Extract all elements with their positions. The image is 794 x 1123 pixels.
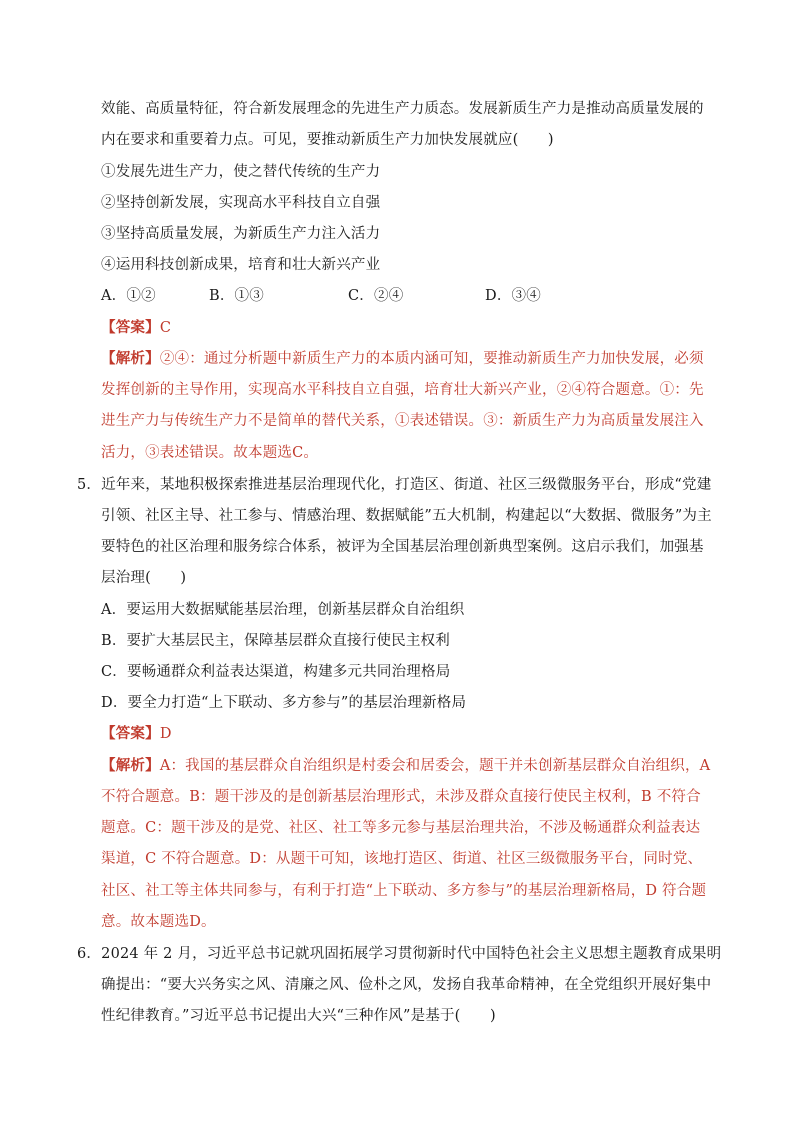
q6-stem-line-2: 确提出：“要大兴务实之风、清廉之风、俭朴之风，发扬自我革命精神，在全党组织开展好集中: [101, 977, 712, 993]
q4-option-b: B．①③: [209, 288, 264, 304]
q5-stem-text: 近年来，某地积极探索推进基层治理现代化，打造区、街道、社区三级微服务平台，形成“党建: [101, 477, 712, 493]
answer-tag: 【答案】: [101, 725, 160, 742]
q4-analysis-line-4: 活力，③表述错误。故本题选C。: [101, 445, 319, 461]
q5-analysis-line-4: 渠道，C 不符合题意。D：从题干可知，该地打造区、街道、社区三级微服务平台，同时党、: [101, 851, 703, 867]
analysis-tag: 【解析】: [101, 757, 160, 774]
q5-analysis-line-2: 不符合题意。B：题干涉及的是创新基层治理形式，未涉及群众直接行使民主权利，B 不符合: [101, 789, 701, 805]
q4-analysis-line-1: [101, 349, 704, 369]
answer-value: C: [159, 320, 172, 336]
q5-option-c: C．要畅通群众利益表达渠道，构建多元共同治理格局: [101, 664, 451, 680]
answer-tag: 【答案】: [101, 319, 160, 336]
q4-item-4: ④运用科技创新成果，培育和壮大新兴产业: [101, 257, 381, 273]
analysis-tag: 【解析】: [101, 350, 160, 367]
q5-stem-line-3: 要特色的社区治理和服务综合体系，被评为全国基层治理创新典型案例。这启示我们，加强基: [101, 539, 704, 555]
q5-stem-line-2: 引领、社区主导、社工参与、情感治理、数据赋能”五大机制，构建起以“大数据、微服务”为主: [101, 508, 712, 524]
q5-stem-line-4: 层治理( ): [101, 570, 187, 586]
q5-option-a: A．要运用大数据赋能基层治理，创新基层群众自治组织: [101, 602, 465, 618]
q5-analysis-line-1: [101, 756, 710, 776]
q4-option-a: A．①②: [101, 288, 156, 304]
q4-item-2: ②坚持创新发展，实现高水平科技自立自强: [101, 195, 381, 211]
q4-stem-line-1: 效能、高质量特征，符合新发展理念的先进生产力质态。发展新质生产力是推动高质量发展的: [101, 101, 704, 117]
q4-item-3: ③坚持高质量发展，为新质生产力注入活力: [101, 226, 381, 242]
q6-stem-text: 2024 年 2 月，习近平总书记就巩固拓展学习贯彻新时代中国特色社会主义思想主题教育成果明: [101, 946, 722, 962]
q5-answer: [101, 724, 172, 744]
q4-option-d: D．③④: [485, 288, 541, 304]
q6-stem-line-1: [77, 944, 721, 964]
q5-number: 5．: [77, 477, 102, 493]
q4-options-row: [101, 286, 601, 306]
q6-stem-line-3: 性纪律教育。”习近平总书记提出大兴“三种作风”是基于( ): [101, 1008, 496, 1024]
q4-option-c: C．②④: [348, 288, 404, 304]
q5-analysis-line-5: 社区、社工等主体共同参与，有利于打造“上下联动、多方参与”的基层治理新格局，D 符合题: [101, 883, 707, 899]
q5-analysis-line-6: 意。故本题选D。: [101, 914, 216, 930]
q4-stem-line-2: 内在要求和重要着力点。可见，要推动新质生产力加快发展就应( ): [101, 132, 554, 148]
q5-option-d: D．要全力打造“上下联动、多方参与”的基层治理新格局: [101, 695, 467, 711]
q6-number: 6．: [77, 946, 102, 962]
q4-analysis-line-2: 发挥创新的主导作用，实现高水平科技自立自强，培育壮大新兴产业，②④符合题意。①：先: [101, 382, 704, 398]
q5-option-b: B．要扩大基层民主，保障基层群众直接行使民主权利: [101, 633, 450, 649]
q4-item-1: ①发展先进生产力，使之替代传统的生产力: [101, 164, 381, 180]
answer-value: D: [159, 726, 172, 742]
q5-stem-line-1: [77, 475, 711, 495]
analysis-text: ②④：通过分析题中新质生产力的本质内涵可知，要推动新质生产力加快发展，必须: [159, 351, 704, 367]
q4-answer: [101, 318, 171, 338]
q4-analysis-line-3: 进生产力与传统生产力不是简单的替代关系，①表述错误。③：新质生产力为高质量发展注入: [101, 413, 704, 429]
analysis-text: A：我国的基层群众自治组织是村委会和居委会，题干并未创新基层群众自治组织，A: [159, 758, 711, 774]
q5-analysis-line-3: 题意。C：题干涉及的是党、社区、社工等多元参与基层治理共治，不涉及畅通群众利益表达: [101, 820, 701, 836]
